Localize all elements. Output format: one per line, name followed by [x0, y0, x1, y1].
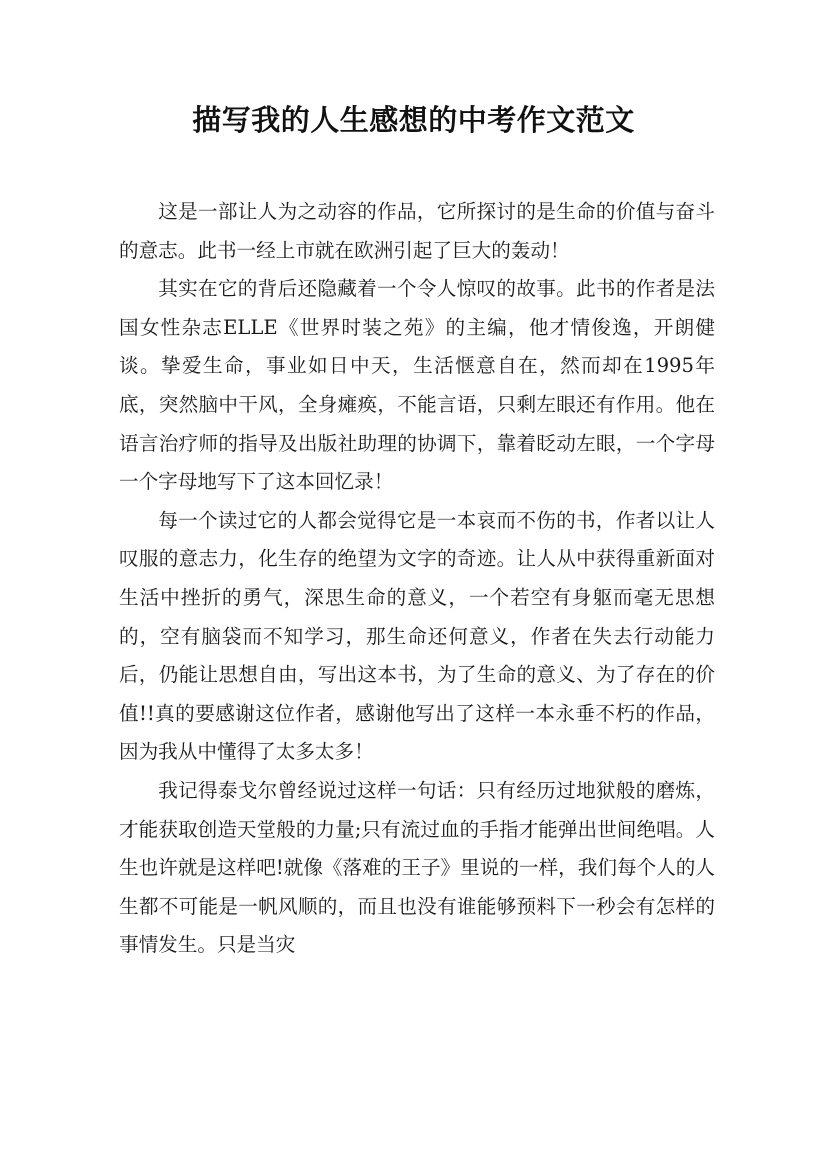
- paragraph: 我记得泰戈尔曾经说过这样一句话：只有经历过地狱般的磨炼，才能获取创造天堂般的力量;只有流过血的手指才能弹出世间绝唱。人生也许就是这样吧!就像《落难的王子》里说的一样，我们每个人的人生都不可能是一帆风顺的，而且也没有谁能够预料下一秒会有怎样的事情发生。只是当灾: [119, 778, 715, 957]
- paragraph: 这是一部让人为之动容的作品，它所探讨的是生命的价值与奋斗的意志。此书一经上市就在欧洲引起了巨大的轰动！: [119, 200, 715, 262]
- paragraph: 每一个读过它的人都会觉得它是一本哀而不伤的书，作者以让人叹服的意志力，化生存的绝望为文字的奇迹。让人从中获得重新面对生活中挫折的勇气，深思生命的意义，一个若空有身躯而毫无思想的，空有脑袋而不知学习，那生命还何意义，作者在失去行动能力后，仍能让思想自由，写出这本书，为了生命的意义、为了存在的价值!!真的要感谢这位作者，感谢他写出了这样一本永垂不朽的作品，因为我从中懂得了太多太多！: [119, 508, 715, 764]
- document-body: [119, 193, 715, 965]
- paragraph: 其实在它的背后还隐藏着一个令人惊叹的故事。此书的作者是法国女性杂志ELLE《世界时装之苑》的主编，他才情俊逸，开朗健谈。挚爱生命，事业如日中天，生活惬意自在，然而却在1995年底，突然脑中干风，全身瘫痪，不能言语，只剩左眼还有作用。他在语言治疗师的指导及出版社助理的协调下，靠着眨动左眼，一个字母一个字母地写下了这本回忆录！: [119, 277, 715, 494]
- document-title: 描写我的人生感想的中考作文范文: [192, 103, 635, 137]
